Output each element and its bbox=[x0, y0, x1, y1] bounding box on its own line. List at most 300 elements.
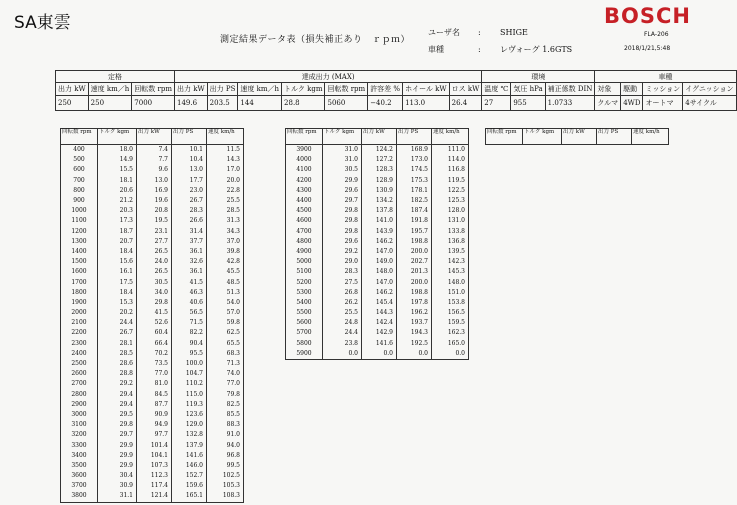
value-cell: 14.3 bbox=[207, 155, 244, 165]
value-cell: 87.7 bbox=[137, 400, 172, 410]
rpm-cell: 500 bbox=[61, 155, 98, 165]
value-cell: 153.8 bbox=[432, 298, 469, 308]
value-cell: 16.9 bbox=[137, 186, 172, 196]
summary-header-row bbox=[56, 83, 737, 96]
datetime: 2018/1/21,5:48 bbox=[624, 45, 671, 52]
summary-header-cell: 許容差 % bbox=[368, 83, 403, 96]
table-row bbox=[61, 430, 244, 440]
rpm-cell: 5400 bbox=[286, 298, 323, 308]
table-row bbox=[61, 216, 244, 226]
value-cell: 18.4 bbox=[98, 247, 137, 257]
column-header: 出力 kW bbox=[562, 129, 597, 145]
value-cell: 91.0 bbox=[207, 430, 244, 440]
value-cell: 16.1 bbox=[98, 267, 137, 277]
value-cell: 27.5 bbox=[323, 277, 362, 287]
table-row bbox=[61, 308, 244, 318]
value-cell: 124.2 bbox=[362, 145, 397, 156]
table-row bbox=[61, 196, 244, 206]
group-environment: 環境 bbox=[482, 71, 595, 83]
value-cell: 96.8 bbox=[207, 451, 244, 461]
value-cell: 82.2 bbox=[172, 328, 207, 338]
value-cell: 29.9 bbox=[98, 440, 137, 450]
value-cell: 195.7 bbox=[397, 227, 432, 237]
value-cell: 148.0 bbox=[362, 267, 397, 277]
column-header: 回転数 rpm bbox=[286, 129, 323, 145]
value-cell: 193.7 bbox=[397, 318, 432, 328]
value-cell: 71.5 bbox=[172, 318, 207, 328]
value-cell: 19.6 bbox=[137, 196, 172, 206]
value-cell: 142.4 bbox=[362, 318, 397, 328]
value-cell: 107.3 bbox=[137, 461, 172, 471]
column-header: トルク kgm bbox=[98, 129, 137, 145]
value-cell: 137.8 bbox=[362, 206, 397, 216]
table-row bbox=[286, 267, 469, 277]
value-cell: 54.0 bbox=[207, 298, 244, 308]
value-cell: 18.1 bbox=[98, 176, 137, 186]
column-header: 回転数 rpm bbox=[486, 129, 523, 145]
value-cell: 19.5 bbox=[137, 216, 172, 226]
value-cell: 24.8 bbox=[323, 318, 362, 328]
rpm-cell: 4500 bbox=[286, 206, 323, 216]
summary-header-cell: 対象 bbox=[595, 83, 621, 96]
value-cell: 17.3 bbox=[98, 216, 137, 226]
value-cell: 18.7 bbox=[98, 227, 137, 237]
table-row bbox=[61, 206, 244, 216]
value-cell: 29.5 bbox=[98, 410, 137, 420]
table-row bbox=[286, 155, 469, 165]
summary-value-cell: オートマ bbox=[643, 96, 683, 111]
rpm-cell: 800 bbox=[61, 186, 98, 196]
rpm-cell: 3200 bbox=[61, 430, 98, 440]
summary-header-cell: 回転数 rpm bbox=[132, 83, 175, 96]
rpm-cell: 4200 bbox=[286, 176, 323, 186]
summary-value-cell: 7000 bbox=[132, 96, 175, 111]
value-cell: 24.4 bbox=[98, 318, 137, 328]
value-cell: 28.3 bbox=[323, 267, 362, 277]
rpm-cell: 900 bbox=[61, 196, 98, 206]
value-cell: 45.5 bbox=[207, 267, 244, 277]
value-cell: 37.0 bbox=[207, 237, 244, 247]
table-row bbox=[286, 206, 469, 216]
value-cell: 29.8 bbox=[98, 420, 137, 430]
user-label: ユーザ名 bbox=[428, 28, 460, 37]
value-cell: 10.1 bbox=[172, 145, 207, 156]
value-cell: 29.6 bbox=[323, 237, 362, 247]
data-table-1 bbox=[60, 128, 244, 503]
table-row bbox=[61, 247, 244, 257]
value-cell: 131.0 bbox=[432, 216, 469, 226]
rpm-cell: 4900 bbox=[286, 247, 323, 257]
table-row bbox=[61, 451, 244, 461]
value-cell: 28.5 bbox=[207, 206, 244, 216]
value-cell: 115.0 bbox=[172, 390, 207, 400]
table-row bbox=[61, 288, 244, 298]
table-row bbox=[286, 298, 469, 308]
table-row bbox=[61, 165, 244, 175]
value-cell: 20.2 bbox=[98, 308, 137, 318]
column-header: 回転数 rpm bbox=[61, 129, 98, 145]
value-cell: 133.8 bbox=[432, 227, 469, 237]
rpm-cell: 3900 bbox=[286, 145, 323, 156]
value-cell: 18.4 bbox=[98, 288, 137, 298]
value-cell: 117.4 bbox=[137, 481, 172, 491]
vehicle-sep: : bbox=[478, 45, 481, 54]
value-cell: 0.0 bbox=[397, 349, 432, 360]
value-cell: 95.5 bbox=[172, 349, 207, 359]
rpm-cell: 2000 bbox=[61, 308, 98, 318]
rpm-cell: 2600 bbox=[61, 369, 98, 379]
table-row bbox=[286, 196, 469, 206]
value-cell: 34.0 bbox=[137, 288, 172, 298]
value-cell: 21.2 bbox=[98, 196, 137, 206]
value-cell: 144.3 bbox=[362, 308, 397, 318]
value-cell: 27.7 bbox=[137, 237, 172, 247]
rpm-cell: 4100 bbox=[286, 165, 323, 175]
value-cell: 29.8 bbox=[323, 206, 362, 216]
value-cell: 29.4 bbox=[98, 400, 137, 410]
value-cell: 94.0 bbox=[207, 440, 244, 450]
value-cell: 23.1 bbox=[137, 227, 172, 237]
value-cell: 136.8 bbox=[432, 237, 469, 247]
value-cell: 152.7 bbox=[172, 471, 207, 481]
value-cell: 196.2 bbox=[397, 308, 432, 318]
rpm-cell: 1100 bbox=[61, 216, 98, 226]
table-row bbox=[61, 298, 244, 308]
table-row bbox=[286, 216, 469, 226]
value-cell: 105.3 bbox=[207, 481, 244, 491]
value-cell: 139.5 bbox=[432, 247, 469, 257]
vehicle-label: 車種 bbox=[428, 45, 444, 54]
value-cell: 26.8 bbox=[323, 288, 362, 298]
summary-group-row bbox=[56, 71, 737, 83]
value-cell: 26.2 bbox=[323, 298, 362, 308]
rpm-cell: 4700 bbox=[286, 227, 323, 237]
table-row bbox=[61, 410, 244, 420]
value-cell: 26.7 bbox=[172, 196, 207, 206]
summary-value-cell: 144 bbox=[238, 96, 282, 111]
value-cell: 23.0 bbox=[172, 186, 207, 196]
value-cell: 200.0 bbox=[397, 277, 432, 287]
value-cell: 36.1 bbox=[172, 267, 207, 277]
rpm-cell: 5700 bbox=[286, 328, 323, 338]
column-header: トルク kgm bbox=[323, 129, 362, 145]
value-cell: 51.3 bbox=[207, 288, 244, 298]
value-cell: 59.8 bbox=[207, 318, 244, 328]
rpm-cell: 5600 bbox=[286, 318, 323, 328]
value-cell: 30.5 bbox=[323, 165, 362, 175]
value-cell: 197.8 bbox=[397, 298, 432, 308]
value-cell: 29.9 bbox=[98, 451, 137, 461]
value-cell: 178.1 bbox=[397, 186, 432, 196]
table-row bbox=[61, 237, 244, 247]
value-cell: 7.4 bbox=[137, 145, 172, 156]
value-cell: 28.8 bbox=[98, 369, 137, 379]
table-row bbox=[61, 481, 244, 491]
table-row bbox=[286, 257, 469, 267]
summary-header-cell: ミッション bbox=[643, 83, 683, 96]
value-cell: 29.9 bbox=[323, 176, 362, 186]
value-cell: 9.6 bbox=[137, 165, 172, 175]
value-cell: 134.2 bbox=[362, 196, 397, 206]
rpm-cell: 2200 bbox=[61, 328, 98, 338]
model-number: FLA-206 bbox=[644, 31, 669, 38]
value-cell: 39.8 bbox=[207, 247, 244, 257]
value-cell: 31.1 bbox=[98, 491, 137, 502]
rpm-cell: 4300 bbox=[286, 186, 323, 196]
column-header: トルク kgm bbox=[523, 129, 562, 145]
value-cell: 156.5 bbox=[432, 308, 469, 318]
value-cell: 65.5 bbox=[207, 339, 244, 349]
value-cell: 142.3 bbox=[432, 257, 469, 267]
value-cell: 84.5 bbox=[137, 390, 172, 400]
value-cell: 100.0 bbox=[172, 359, 207, 369]
value-cell: 26.5 bbox=[137, 267, 172, 277]
value-cell: 128.9 bbox=[362, 176, 397, 186]
value-cell: 108.3 bbox=[207, 491, 244, 502]
table-row bbox=[61, 369, 244, 379]
value-cell: 202.7 bbox=[397, 257, 432, 267]
value-cell: 143.9 bbox=[362, 227, 397, 237]
column-header: 出力 kW bbox=[137, 129, 172, 145]
summary-value-cell: 28.8 bbox=[282, 96, 325, 111]
rpm-cell: 3300 bbox=[61, 440, 98, 450]
value-cell: 145.3 bbox=[432, 267, 469, 277]
rpm-cell: 4800 bbox=[286, 237, 323, 247]
rpm-cell: 5200 bbox=[286, 277, 323, 287]
value-cell: 137.9 bbox=[172, 440, 207, 450]
value-cell: 28.1 bbox=[98, 339, 137, 349]
summary-header-cell: 出力 kW bbox=[175, 83, 208, 96]
user-row bbox=[428, 24, 572, 41]
value-cell: 20.8 bbox=[137, 206, 172, 216]
column-header: 出力 PS bbox=[172, 129, 207, 145]
value-cell: 26.5 bbox=[137, 247, 172, 257]
value-cell: 119.5 bbox=[432, 176, 469, 186]
summary-header-cell: 温度 ℃ bbox=[482, 83, 511, 96]
rpm-cell: 5800 bbox=[286, 339, 323, 349]
vehicle-row bbox=[428, 41, 572, 58]
user-sep: : bbox=[478, 28, 481, 37]
summary-header-cell: 速度 km／h bbox=[88, 83, 132, 96]
value-cell: 14.9 bbox=[98, 155, 137, 165]
table-row bbox=[61, 277, 244, 287]
rpm-cell: 3700 bbox=[61, 481, 98, 491]
rpm-cell: 3000 bbox=[61, 410, 98, 420]
value-cell: 198.8 bbox=[397, 288, 432, 298]
rpm-cell: 2400 bbox=[61, 349, 98, 359]
group-rated: 定格 bbox=[56, 71, 175, 83]
value-cell: 20.3 bbox=[98, 206, 137, 216]
value-cell: 29.8 bbox=[323, 227, 362, 237]
value-cell: 31.4 bbox=[172, 227, 207, 237]
value-cell: 104.7 bbox=[172, 369, 207, 379]
value-cell: 30.4 bbox=[98, 471, 137, 481]
value-cell: 0.0 bbox=[362, 349, 397, 360]
page-title: 測定結果データ表（損失補正あり ｒｐｍ） bbox=[220, 35, 411, 45]
value-cell: 18.0 bbox=[98, 145, 137, 156]
value-cell: 11.5 bbox=[207, 145, 244, 156]
user-value: SHIGE bbox=[500, 28, 528, 37]
summary-table bbox=[55, 70, 737, 111]
value-cell: 198.8 bbox=[397, 237, 432, 247]
value-cell: 102.5 bbox=[207, 471, 244, 481]
table-row bbox=[286, 176, 469, 186]
value-cell: 114.0 bbox=[432, 155, 469, 165]
value-cell: 130.9 bbox=[362, 186, 397, 196]
table-row bbox=[286, 318, 469, 328]
value-cell: 25.5 bbox=[323, 308, 362, 318]
value-cell: 10.4 bbox=[172, 155, 207, 165]
value-cell: 41.5 bbox=[137, 308, 172, 318]
value-cell: 29.4 bbox=[98, 390, 137, 400]
value-cell: 29.6 bbox=[323, 186, 362, 196]
value-cell: 121.4 bbox=[137, 491, 172, 502]
summary-value-cell: −40.2 bbox=[368, 96, 403, 111]
table-row bbox=[286, 227, 469, 237]
value-cell: 7.7 bbox=[137, 155, 172, 165]
table-row bbox=[286, 237, 469, 247]
value-cell: 148.0 bbox=[432, 277, 469, 287]
rpm-cell: 1600 bbox=[61, 267, 98, 277]
value-cell: 110.2 bbox=[172, 379, 207, 389]
value-cell: 28.6 bbox=[98, 359, 137, 369]
value-cell: 85.5 bbox=[207, 410, 244, 420]
value-cell: 29.7 bbox=[98, 430, 137, 440]
rpm-cell: 1400 bbox=[61, 247, 98, 257]
rpm-cell: 4400 bbox=[286, 196, 323, 206]
value-cell: 13.0 bbox=[137, 176, 172, 186]
rpm-cell: 600 bbox=[61, 165, 98, 175]
table-row bbox=[286, 308, 469, 318]
value-cell: 159.5 bbox=[432, 318, 469, 328]
value-cell: 56.5 bbox=[172, 308, 207, 318]
rpm-cell: 4000 bbox=[286, 155, 323, 165]
table-row bbox=[61, 440, 244, 450]
table-row bbox=[61, 471, 244, 481]
table-row bbox=[286, 145, 469, 156]
table-row bbox=[61, 267, 244, 277]
table-row bbox=[61, 420, 244, 430]
table-row bbox=[286, 339, 469, 349]
table-row bbox=[61, 328, 244, 338]
value-cell: 97.7 bbox=[137, 430, 172, 440]
rpm-cell: 1000 bbox=[61, 206, 98, 216]
value-cell: 31.0 bbox=[323, 155, 362, 165]
value-cell: 40.6 bbox=[172, 298, 207, 308]
rpm-cell: 3400 bbox=[61, 451, 98, 461]
value-cell: 104.1 bbox=[137, 451, 172, 461]
value-cell: 201.3 bbox=[397, 267, 432, 277]
value-cell: 88.3 bbox=[207, 420, 244, 430]
summary-value-cell: 27 bbox=[482, 96, 511, 111]
value-cell: 142.9 bbox=[362, 328, 397, 338]
rpm-cell: 2900 bbox=[61, 400, 98, 410]
value-cell: 46.3 bbox=[172, 288, 207, 298]
value-cell: 101.4 bbox=[137, 440, 172, 450]
summary-value-cell: 5060 bbox=[325, 96, 368, 111]
value-cell: 132.8 bbox=[172, 430, 207, 440]
bosch-logo: BOSCH bbox=[604, 4, 691, 28]
table-row bbox=[61, 349, 244, 359]
group-vehicle: 車種 bbox=[595, 71, 736, 83]
value-cell: 31.0 bbox=[323, 145, 362, 156]
value-cell: 146.0 bbox=[172, 461, 207, 471]
value-cell: 48.5 bbox=[207, 277, 244, 287]
table-row bbox=[61, 186, 244, 196]
table-row bbox=[286, 277, 469, 287]
table-header-row bbox=[61, 129, 244, 145]
rpm-cell: 2800 bbox=[61, 390, 98, 400]
rpm-cell: 400 bbox=[61, 145, 98, 156]
table-row bbox=[61, 176, 244, 186]
value-cell: 173.0 bbox=[397, 155, 432, 165]
value-cell: 0.0 bbox=[323, 349, 362, 360]
value-cell: 29.0 bbox=[323, 257, 362, 267]
rpm-cell: 5000 bbox=[286, 257, 323, 267]
user-info bbox=[428, 24, 572, 58]
value-cell: 111.0 bbox=[432, 145, 469, 156]
value-cell: 22.8 bbox=[207, 186, 244, 196]
summary-value-cell: クルマ bbox=[595, 96, 621, 111]
rpm-cell: 1700 bbox=[61, 277, 98, 287]
summary-header-cell: 出力 PS bbox=[207, 83, 238, 96]
table-row bbox=[61, 227, 244, 237]
shop-name: SA東雲 bbox=[14, 13, 71, 33]
value-cell: 37.7 bbox=[172, 237, 207, 247]
value-cell: 15.3 bbox=[98, 298, 137, 308]
table-row bbox=[61, 339, 244, 349]
value-cell: 42.8 bbox=[207, 257, 244, 267]
value-cell: 23.8 bbox=[323, 339, 362, 349]
value-cell: 28.5 bbox=[98, 349, 137, 359]
value-cell: 29.8 bbox=[137, 298, 172, 308]
table-row bbox=[61, 359, 244, 369]
value-cell: 123.6 bbox=[172, 410, 207, 420]
column-header: 出力 PS bbox=[397, 129, 432, 145]
value-cell: 0.0 bbox=[432, 349, 469, 360]
data-table-3 bbox=[485, 128, 669, 145]
summary-header-cell: ホイール kW bbox=[403, 83, 450, 96]
column-header: 速度 km/h bbox=[207, 129, 244, 145]
value-cell: 24.4 bbox=[323, 328, 362, 338]
group-max-output: 達成出力 (MAX) bbox=[175, 71, 482, 83]
value-cell: 147.0 bbox=[362, 247, 397, 257]
summary-value-cell: 1.0733 bbox=[545, 96, 595, 111]
rpm-cell: 5900 bbox=[286, 349, 323, 360]
value-cell: 73.5 bbox=[137, 359, 172, 369]
value-cell: 194.3 bbox=[397, 328, 432, 338]
rpm-cell: 3600 bbox=[61, 471, 98, 481]
value-cell: 82.5 bbox=[207, 400, 244, 410]
summary-value-cell: 4サイクル bbox=[683, 96, 736, 111]
value-cell: 165.1 bbox=[172, 491, 207, 502]
value-cell: 31.3 bbox=[207, 216, 244, 226]
summary-value-cell: 26.4 bbox=[449, 96, 482, 111]
summary-header-cell: イグニッション bbox=[683, 83, 736, 96]
value-cell: 70.2 bbox=[137, 349, 172, 359]
table-header-row bbox=[486, 129, 669, 145]
table-row bbox=[61, 257, 244, 267]
value-cell: 90.9 bbox=[137, 410, 172, 420]
value-cell: 17.0 bbox=[207, 165, 244, 175]
value-cell: 32.6 bbox=[172, 257, 207, 267]
summary-header-cell: 駆動 bbox=[621, 83, 643, 96]
value-cell: 112.3 bbox=[137, 471, 172, 481]
rpm-cell: 5300 bbox=[286, 288, 323, 298]
value-cell: 168.9 bbox=[397, 145, 432, 156]
value-cell: 20.7 bbox=[98, 237, 137, 247]
summary-value-cell: 250 bbox=[56, 96, 89, 111]
